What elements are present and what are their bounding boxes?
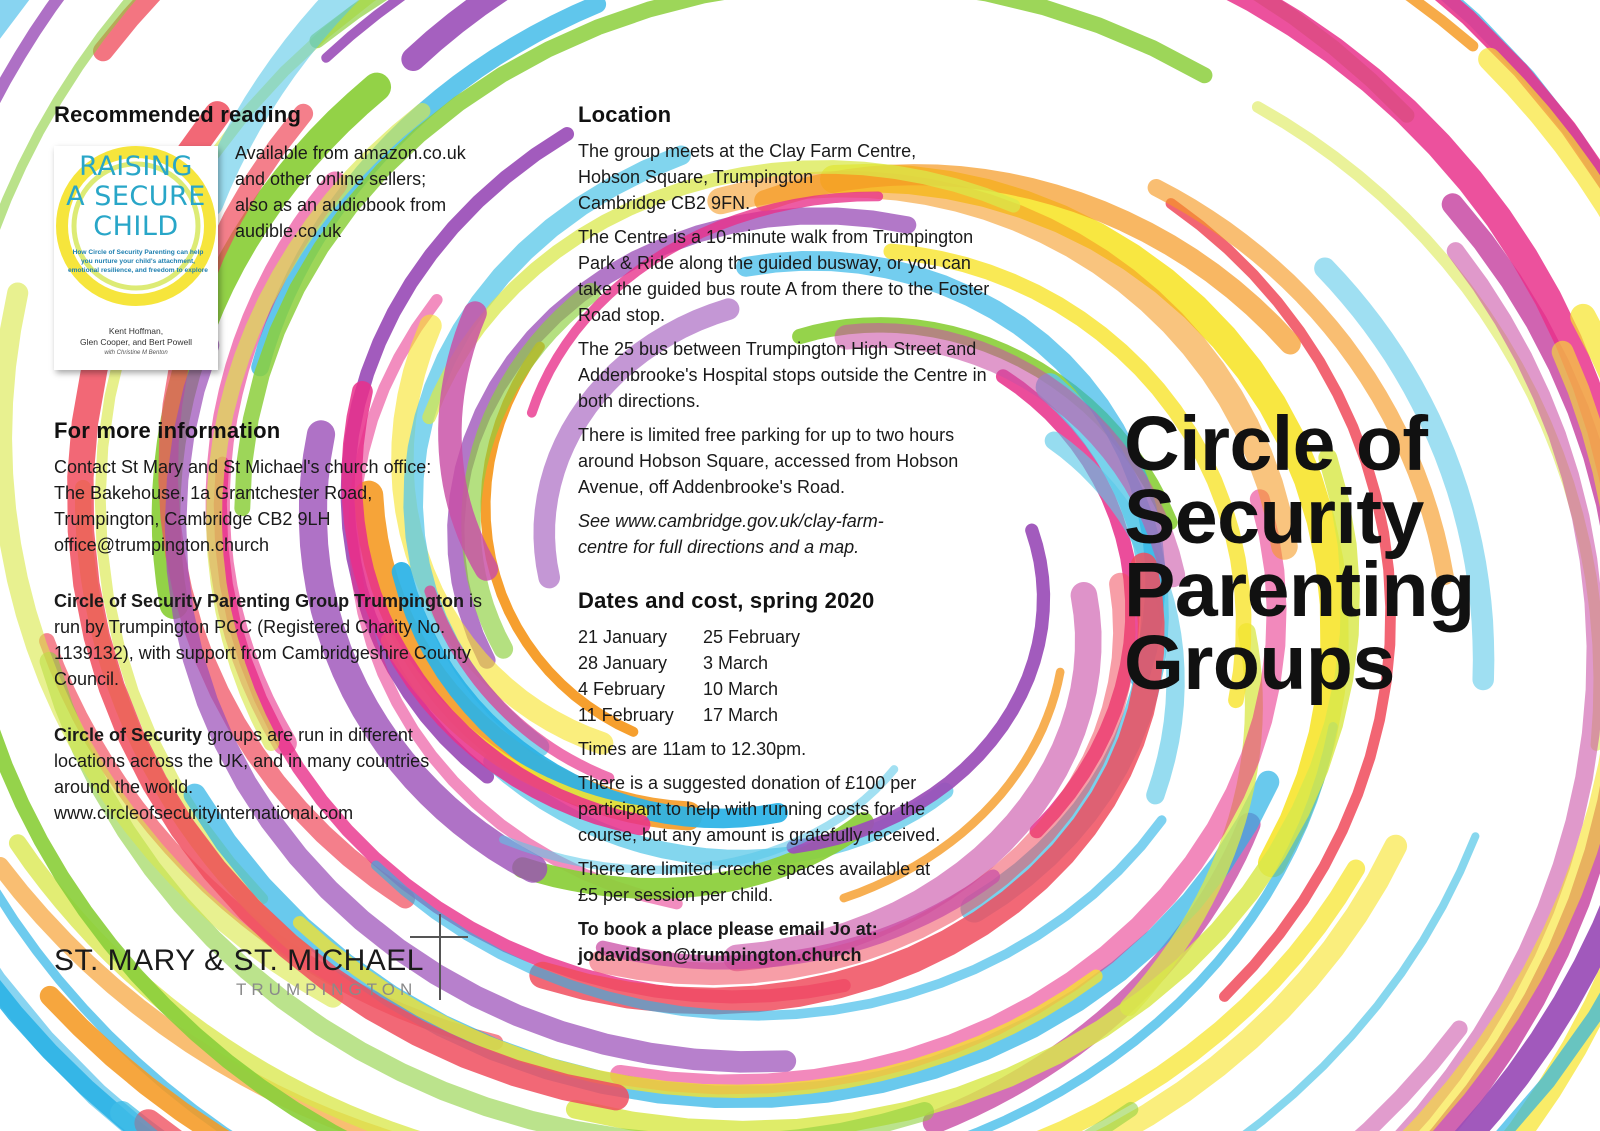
page-title: Circle of Security Parenting Groups <box>1124 401 1475 706</box>
date-cell: 21 January <box>578 627 668 647</box>
date-cell: 25 February <box>703 627 801 647</box>
book-cover-image <box>54 146 218 370</box>
address-line: Cambridge CB2 9FN. <box>578 193 751 213</box>
office-email[interactable]: office@trumpington.church <box>54 535 270 555</box>
book-title: RAISING A SECURE CHILD <box>66 151 206 242</box>
creche-text: There are limited creche spaces available at £5 per session per child. <box>578 859 931 905</box>
location-directions: The Centre is a 10-minute walk from Trumpington Park & Ride along the guided busway, or you can take the guided bus route A from there to the Foster Road stop. <box>578 227 990 325</box>
cos-description: Circle of Security groups are run in different locations across the UK, and in many countries around the world. <box>54 725 430 797</box>
contact-line: The Bakehouse, 1a Grantchester Road, <box>54 483 373 503</box>
location-heading: Location <box>578 102 672 127</box>
recommended-reading-heading: Recommended reading <box>54 102 302 127</box>
book-subtitle: How Circle of Security Parenting can help you nurture your child's attachment, emotional resilience, and freedom to explore <box>68 249 208 274</box>
location-bus: The 25 bus between Trumpington High Street and Addenbrooke's Hospital stops outside the Centre in both directions. <box>578 339 987 411</box>
dates-heading: Dates and cost, spring 2020 <box>578 588 875 613</box>
date-cell: 10 March <box>703 679 779 699</box>
book-authors: Kent Hoffman, Glen Cooper, and Bert Powell with Christine M Benton <box>80 326 192 356</box>
date-cell: 17 March <box>703 705 779 725</box>
booking-email[interactable]: jodavidson@trumpington.church <box>578 945 862 965</box>
contact-line: Trumpington, Cambridge CB2 9LH <box>54 509 331 529</box>
date-cell: 11 February <box>578 705 674 725</box>
contact-line: Contact St Mary and St Michael's church office: <box>54 457 432 477</box>
recommended-reading-section <box>54 102 494 128</box>
date-cell: 4 February <box>578 679 666 699</box>
booking-text: To book a place please email Jo at: <box>578 919 878 939</box>
times-text: Times are 11am to 12.30pm. <box>578 739 807 759</box>
more-information-section <box>54 418 484 826</box>
logo-place: TRUMPINGTON <box>236 980 418 999</box>
church-logo <box>54 914 484 1014</box>
location-section <box>578 102 1008 560</box>
date-cell: 3 March <box>703 653 769 673</box>
cross-icon <box>439 914 441 1000</box>
date-cell: 28 January <box>578 653 668 673</box>
cos-website-link[interactable]: www.circleofsecurityinternational.com <box>54 803 354 823</box>
logo-name: ST. MARY & ST. MICHAEL <box>54 944 424 977</box>
group-description: Circle of Security Parenting Group Trumpington is run by Trumpington PCC (Registered Charity No. 1139132), with support from Cambridgeshire County Council. <box>54 591 483 689</box>
dates-table <box>578 624 978 728</box>
book-availability: Available from amazon.co.uk and other online sellers; also as an audiobook from audible.co.uk <box>235 143 466 241</box>
donation-text: There is a suggested donation of £100 per participant to help with running costs for the course, but any amount is gratefully received. <box>578 773 941 845</box>
address-line: Hobson Square, Trumpington <box>578 167 814 187</box>
more-information-heading: For more information <box>54 418 281 443</box>
dates-cost-section <box>578 588 978 968</box>
address-line: The group meets at the Clay Farm Centre, <box>578 141 917 161</box>
location-see-link[interactable]: See www.cambridge.gov.uk/clay-farm-centre for full directions and a map. <box>578 511 884 557</box>
location-parking: There is limited free parking for up to two hours around Hobson Square, accessed from Hobson Avenue, off Addenbrooke's Road. <box>578 425 959 497</box>
